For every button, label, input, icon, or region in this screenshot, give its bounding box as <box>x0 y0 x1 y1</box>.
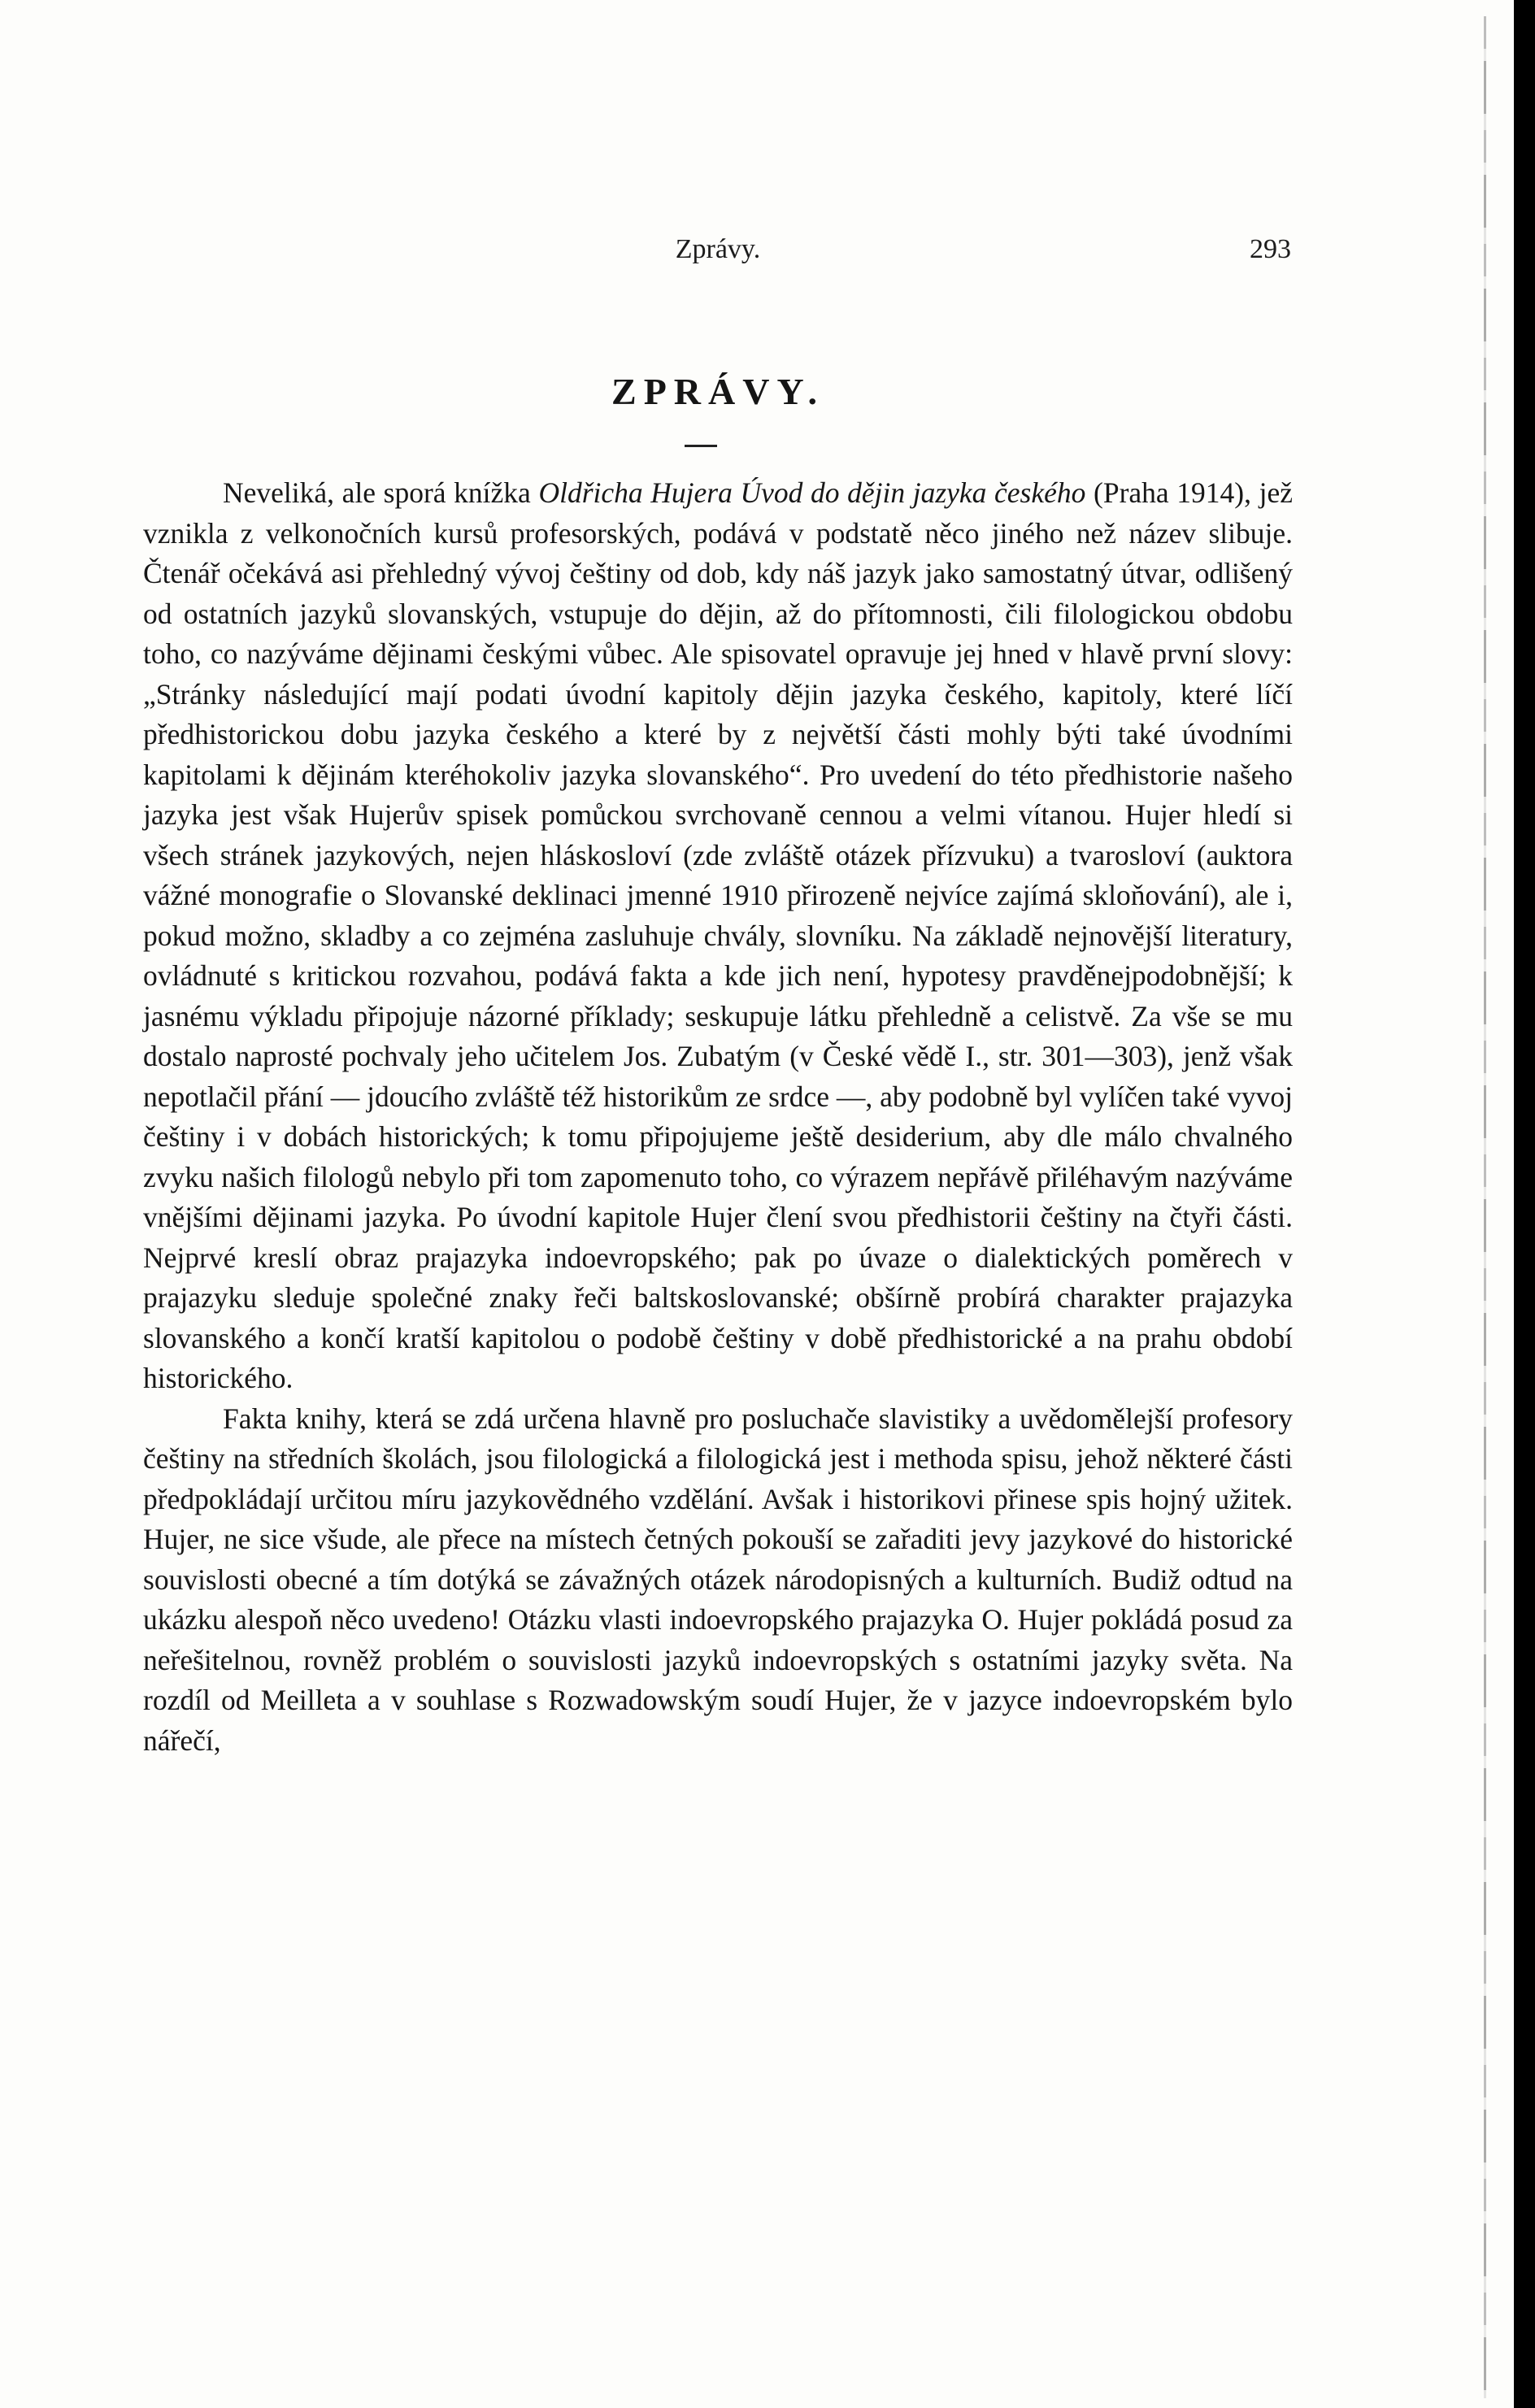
running-header <box>143 234 1293 275</box>
article-body <box>143 473 1293 1761</box>
book-title: Oldřicha Hujera Úvod do dějin jazyka českého <box>538 476 1086 509</box>
title-divider <box>685 445 717 447</box>
paragraph-2 <box>143 1399 1293 1762</box>
paragraph-1-text: (Praha 1914), jež vznikla z velkonočních kursů profesorských, podává v podstatě něco jiného než název slibuje. Čtenář očekává asi přehledný vývoj češtiny od dob, kdy náš jazyk jako samostatný útvar, odlišený od ostatních jazyků slovanských, vstupuje do dějin, až do přítomnosti, čili filologickou obdobu toho, co nazýváme dějinami českými vůbec. Ale spisovatel opravuje jej hned v hlavě první slovy: „Stránky následující mají podati úvodní kapitoly dějin jazyka českého, kapitoly, které líčí předhistorickou dobu jazyka českého a které by z největší části mohly býti také úvodními kapitolami k dějinám kteréhokoliv jazyka slovanského“. Pro uvedení do této předhistorie našeho jazyka jest však Hujerův spisek pomůckou svrchovaně cennou a velmi vítanou. Hujer hledí si všech stránek jazykových, nejen hláskosloví (zde zvláště otázek přízvuku) a tvarosloví (auktora vážné monografie o Slovanské deklinaci jmenné 1910 přirozeně nejvíce zajímá skloňování), ale i, pokud možno, skladby a co zejména zasluhuje chvály, slovníku. Na základě nejnovější literatury, ovládnuté s kritickou rozvahou, podává fakta a kde jich není, hypotesy pravděnejpodobnější; k jasnému výkladu připojuje názorné příklady; seskupuje látku přehledně a celistvě. Za vše se mu dostalo naprosté pochvaly jeho učitelem Jos. Zubatým (v České vědě I., str. 301—303), jenž však nepotlačil přání — jdoucího zvláště též historikům ze srdce —, aby podobně byl vylíčen také vyvoj češtiny i v dobách historických; k tomu připojujeme ještě desiderium, aby dle málo chvalného zvyku našich filologů nebylo při tom zapomenuto toho, co výrazem nepřávě přiléhavým nazýváme vnějšími dějinami jazyka. Po úvodní kapitole Hujer člení svou předhistorii češtiny na čtyři části. Nejprvé kreslí obraz prajazyka indoevropského; pak po úvaze o dialektických poměrech v prajazyku sleduje společné znaky řeči baltskoslovanské; obšírně probírá charakter prajazyka slovanského a končí kratší kapitolou o podobě češtiny v době předhistorické a na prahu období historického. <box>143 476 1294 1394</box>
section-title: ZPRÁVY. <box>611 371 824 412</box>
scan-edge-shadow <box>1484 16 1486 2398</box>
paragraph-1-lead: Neveliká, ale sporá knížka <box>223 476 539 509</box>
paragraph-2-text: Fakta knihy, která se zdá určena hlavně pro posluchače slavistiky a uvědomělejší profesory češtiny na středních školách, jsou filologická a filologická jest i methoda spisu, jehož některé části předpokládají určitou míru jazykovědného vzdělání. Avšak i historikovi přinese spis hojný užitek. Hujer, ne sice všude, ale přece na místech četných pokouší se zařaditi jevy jazykové do historické souvislosti obecné a tím dotýká se závažných otázek národopisných a kulturních. Budiž odtud na ukázku alespoň něco uvedeno! Otázku vlasti indoevropského prajazyka O. Hujer pokládá posud za neřešitelnou, rovněž problém o souvislosti jazyků indoevropských s ostatními jazyky světa. Na rozdíl od Meilleta a v souhlase s Rozwadowským soudí Hujer, že v jazyce indoevropském bylo nářečí, <box>143 1402 1293 1757</box>
page-number: 293 <box>1250 234 1291 264</box>
paragraph-1 <box>143 473 1293 1399</box>
running-title: Zprávy. <box>675 234 761 264</box>
